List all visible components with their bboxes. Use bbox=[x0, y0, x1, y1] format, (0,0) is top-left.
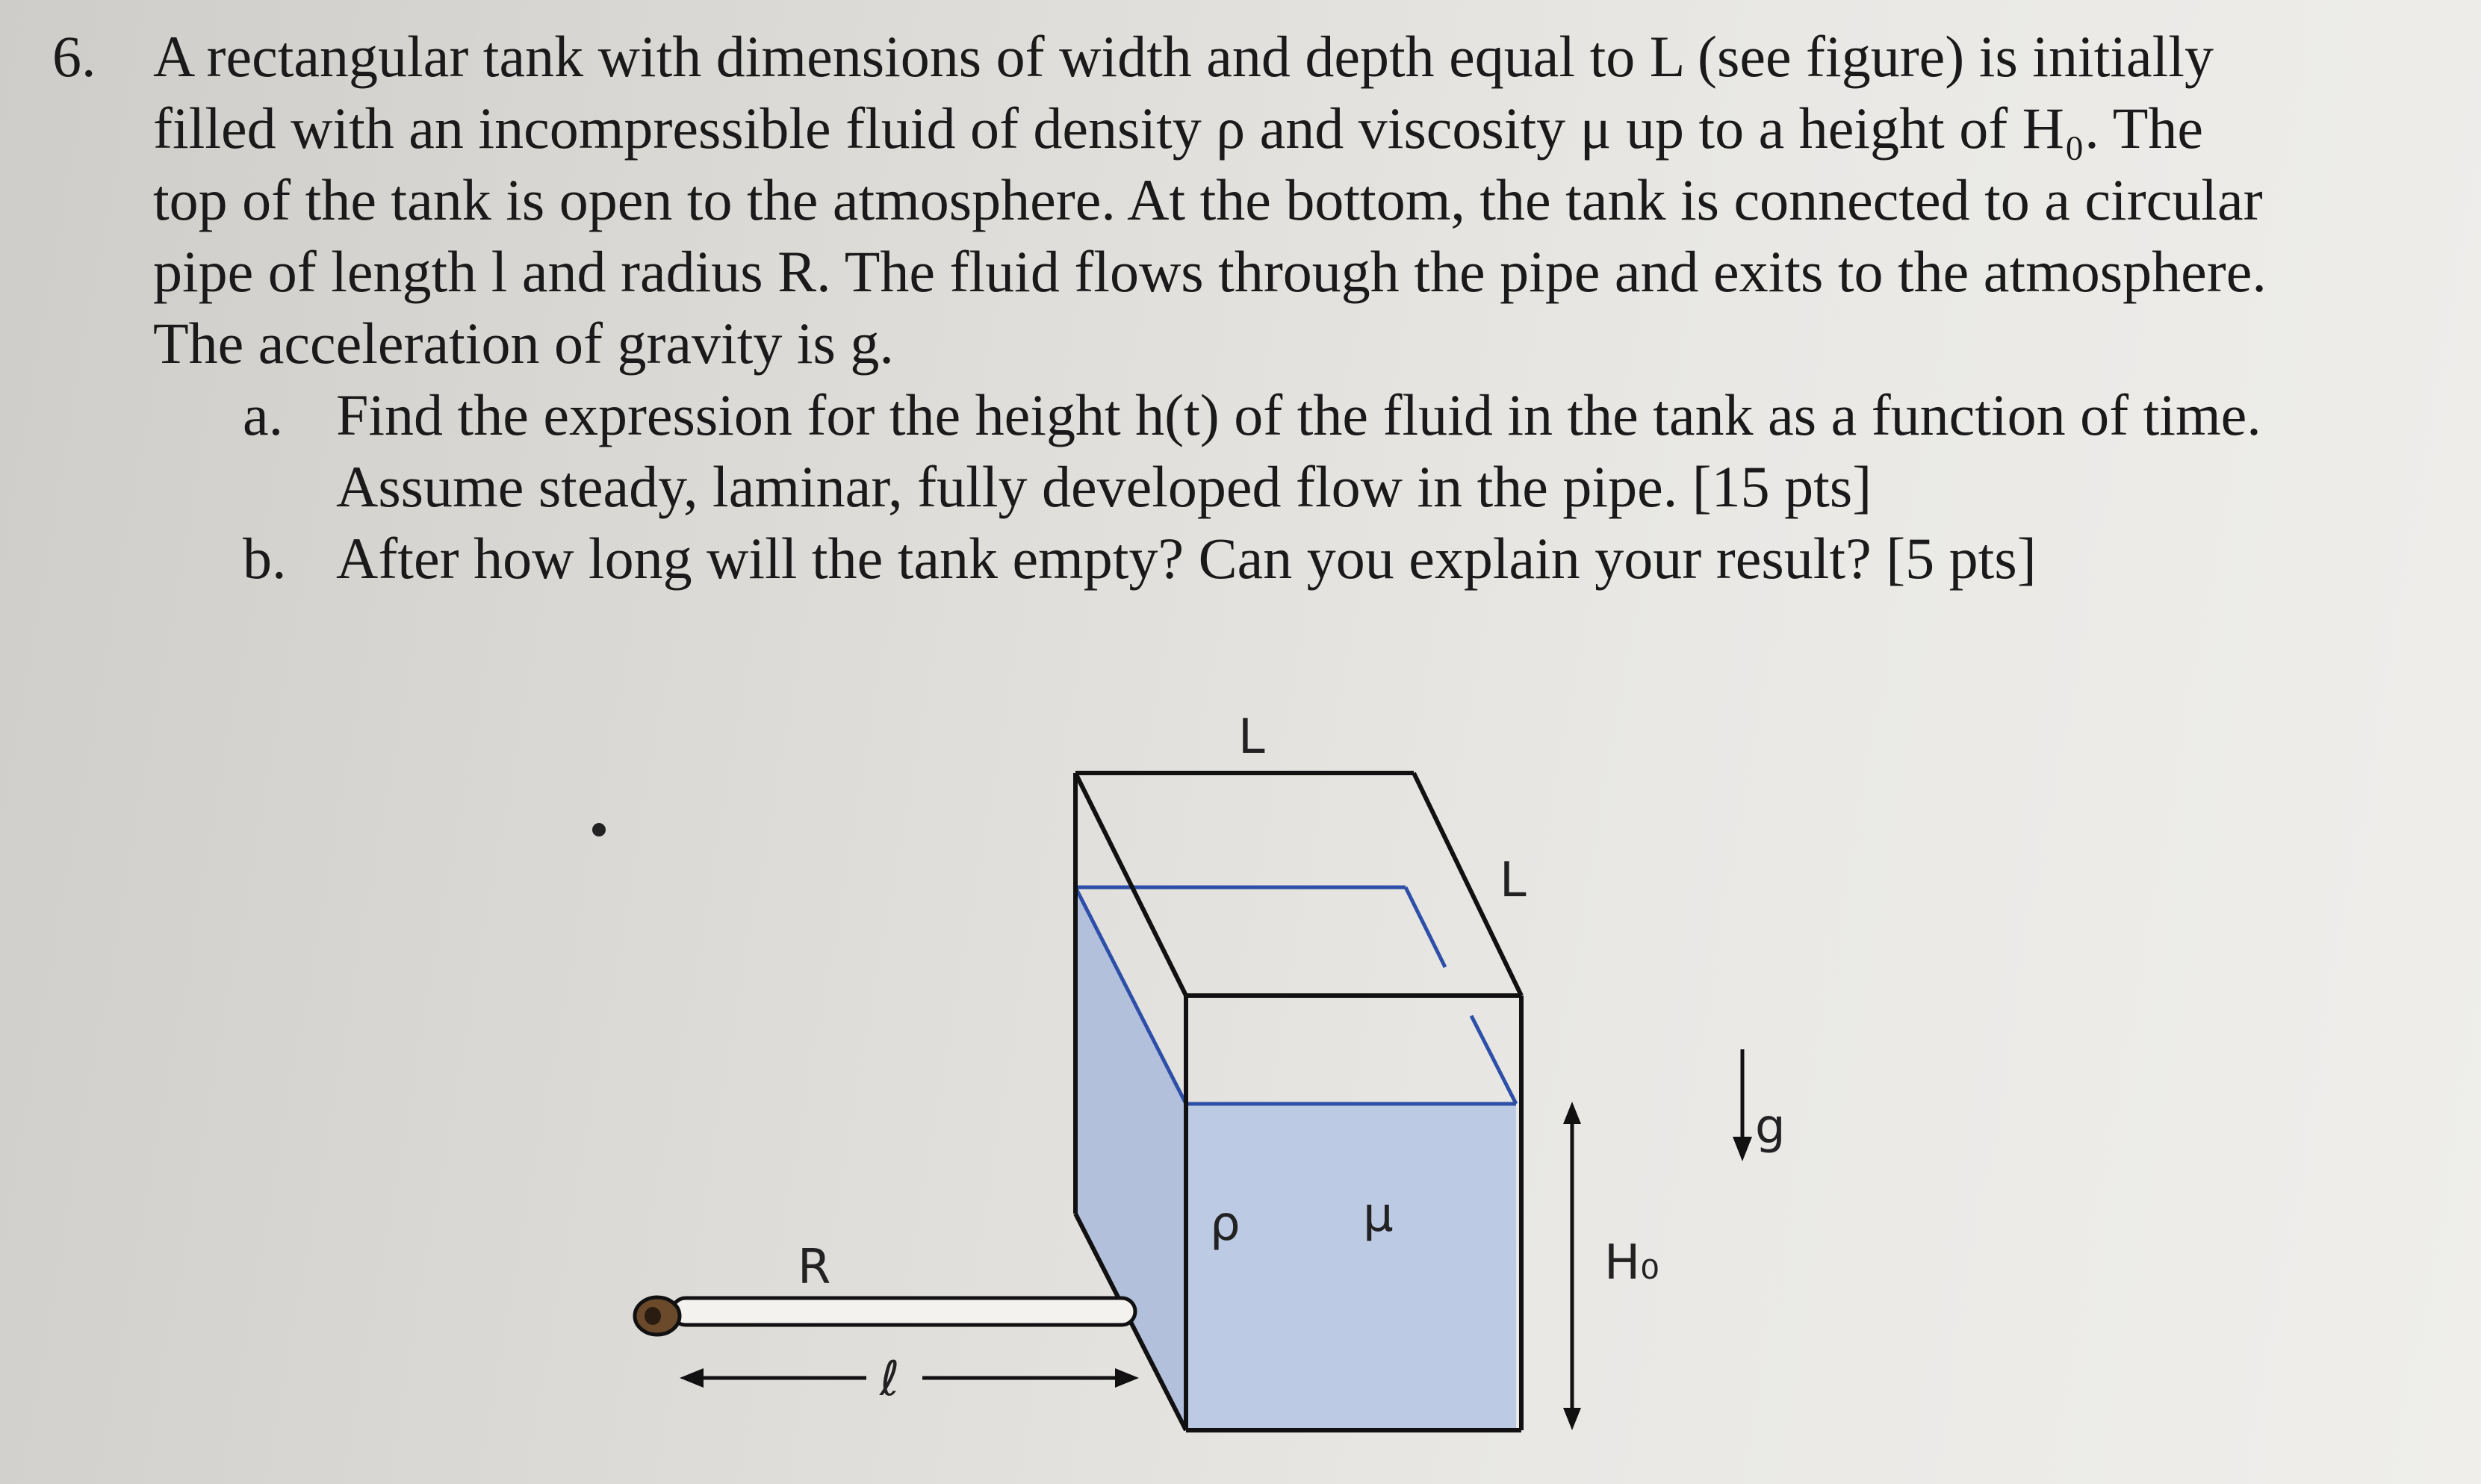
problem-line: pipe of length l and radius R. The fluid flows through the pipe and exits to the atmosphere. bbox=[153, 239, 2267, 304]
pipe bbox=[635, 1297, 1135, 1335]
label-side-depth: L bbox=[1500, 853, 1527, 908]
pipe-outlet-inner bbox=[645, 1307, 661, 1325]
problem-line: The acceleration of gravity is g. bbox=[153, 311, 894, 376]
label-density: ρ bbox=[1210, 1196, 1240, 1252]
height-arrow bbox=[1563, 1102, 1581, 1430]
stray-dot bbox=[592, 823, 606, 836]
label-viscosity: μ bbox=[1363, 1187, 1394, 1243]
gravity-arrow bbox=[1733, 1049, 1752, 1161]
problem-number: 6. bbox=[52, 24, 96, 89]
pipe-body bbox=[672, 1298, 1135, 1325]
label-height: H₀ bbox=[1604, 1235, 1659, 1291]
part-b-line: After how long will the tank empty? Can you explain your result? [5 pts] bbox=[336, 526, 2037, 591]
problem-line: A rectangular tank with dimensions of width and depth equal to L (see figure) is initially bbox=[153, 24, 2214, 89]
part-a-line: Find the expression for the height h(t) of the fluid in the tank as a function of time. bbox=[336, 382, 2261, 447]
length-arrow bbox=[680, 1368, 1139, 1388]
label-gravity: g bbox=[1755, 1099, 1786, 1155]
label-radius: R bbox=[798, 1240, 831, 1295]
problem-line: top of the tank is open to the atmosphere. At the bottom, the tank is connected to a circular bbox=[153, 167, 2263, 232]
problem-line: filled with an incompressible fluid of density ρ and viscosity μ up to a height of H₀. The bbox=[153, 96, 2204, 161]
part-a-label: a. bbox=[243, 382, 284, 447]
fluid-front-face bbox=[1186, 1104, 1516, 1430]
fluid-left-face bbox=[1075, 887, 1186, 1430]
part-b-label: b. bbox=[243, 526, 287, 591]
label-length: ℓ bbox=[880, 1352, 900, 1407]
label-top-width: L bbox=[1238, 710, 1265, 765]
part-a-line: Assume steady, laminar, fully developed flow in the pipe. [15 pts] bbox=[336, 454, 1872, 519]
